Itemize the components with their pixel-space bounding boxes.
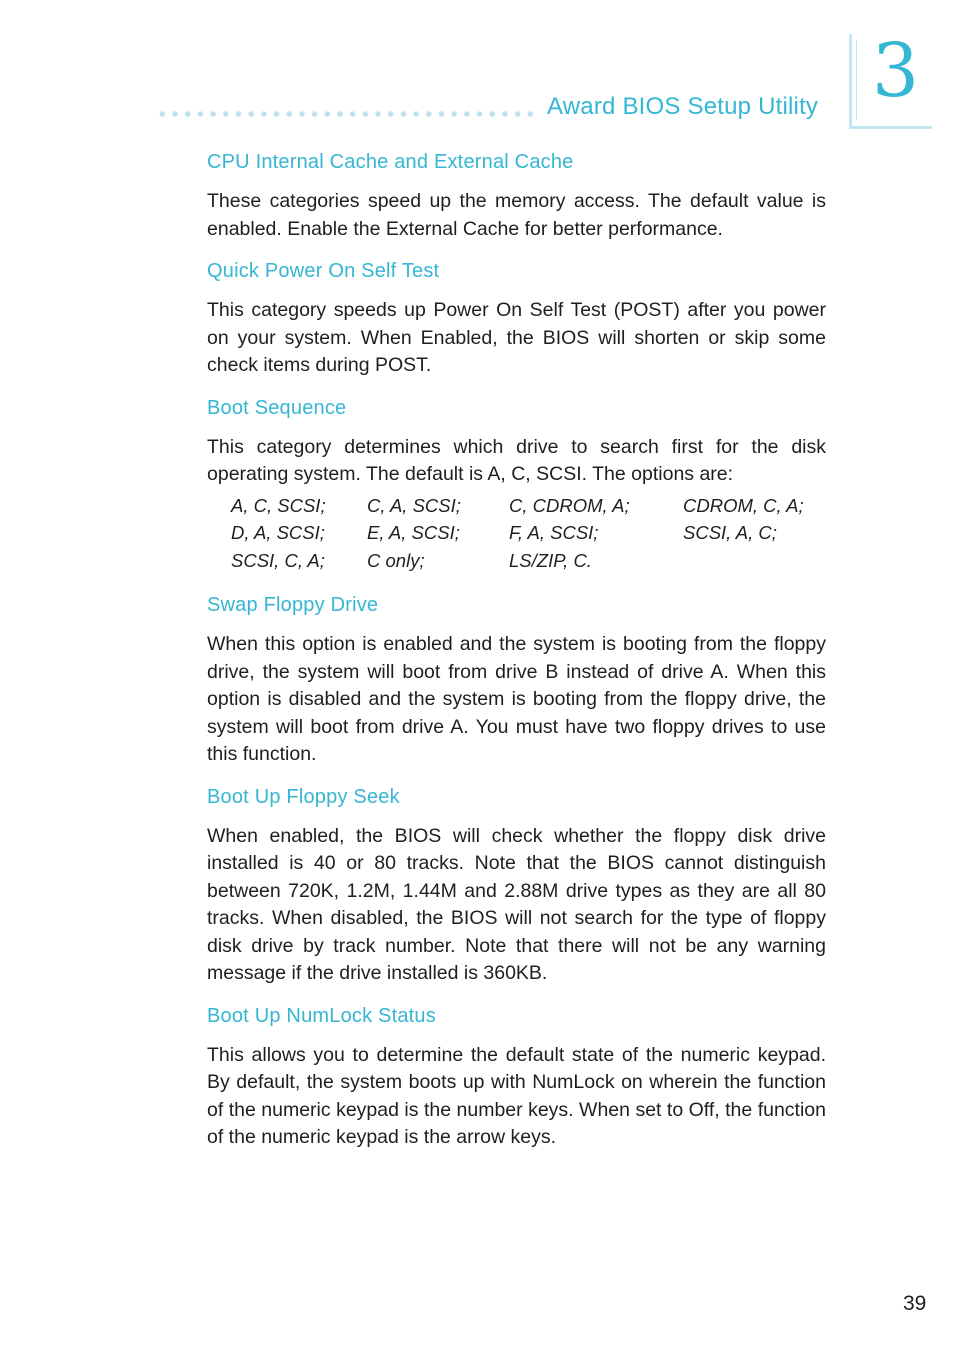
section-body: This category speeds up Power On Self Test (POST) after you power on your system. When Enabled, the BIOS will shorten or skip some check items during POST. — [207, 299, 826, 376]
section-body: When this option is enabled and the system is booting from the floppy drive, the system will boot from drive B instead of drive A. When this option is disabled and the system is booting from the floppy drive, the system will boot from drive A. You must have two floppy drives to use this function. — [207, 633, 826, 765]
section-swap-floppy — [207, 591, 826, 769]
option-cell: E, A, SCSI; — [367, 522, 460, 543]
section-heading: Boot Up Floppy Seek — [207, 785, 400, 808]
page-content — [207, 148, 826, 1166]
option-cell: A, C, SCSI; — [231, 494, 326, 516]
section-quick-post — [207, 257, 826, 380]
section-heading: CPU Internal Cache and External Cache — [207, 151, 574, 173]
page-number: 39 — [903, 1292, 927, 1315]
options-row — [231, 522, 813, 550]
option-cell: C, A, SCSI; — [367, 494, 461, 516]
header-dot-rule — [156, 110, 536, 118]
chapter-number: 3 — [872, 28, 920, 114]
section-boot-sequence — [207, 394, 826, 578]
option-cell — [683, 550, 813, 578]
option-cell: C, CDROM, A; — [509, 494, 630, 516]
options-row — [231, 495, 813, 523]
option-cell: LS/ZIP, C. — [509, 549, 592, 571]
option-cell: F, A, SCSI; — [509, 522, 599, 543]
section-body: This allows you to determine the default state of the numeric keypad. By default, the system boots up with NumLock on wherein the function of the numeric keypad is the number keys. When set to Off, the function of the numeric keypad is the arrow keys. — [207, 1043, 826, 1148]
section-heading: Boot Up NumLock Status — [207, 1004, 436, 1027]
option-cell: SCSI, C, A; — [231, 549, 325, 571]
options-row — [231, 550, 813, 578]
section-floppy-seek — [207, 783, 826, 988]
section-numlock — [207, 1002, 826, 1152]
option-cell: SCSI, A, C; — [683, 522, 777, 543]
section-cpu-cache — [207, 148, 826, 243]
chapter-tab-rule — [856, 40, 857, 120]
boot-sequence-options-table — [231, 495, 813, 578]
running-header-title: Award BIOS Setup Utility — [547, 93, 819, 120]
option-cell: C only; — [367, 549, 425, 571]
section-heading: Boot Sequence — [207, 396, 347, 419]
option-cell: CDROM, C, A; — [683, 494, 804, 516]
option-cell: D, A, SCSI; — [231, 522, 325, 543]
section-heading: Quick Power On Self Test — [207, 260, 440, 282]
section-heading: Swap Floppy Drive — [207, 594, 379, 616]
section-body: These categories speed up the memory access. The default value is enabled. Enable the External Cache for better performance. — [207, 190, 826, 240]
section-body: When enabled, the BIOS will check whether the floppy disk drive installed is 40 or 80 tracks. Note that the BIOS cannot distinguish between 720K, 1.2M, 1.44M and 2.88M drive types as they are all 80 tracks. When disabled, the BIOS will not search for the type of floppy disk drive by track number. Note that there will not be any warning message if the drive installed is 360KB. — [207, 824, 826, 984]
section-body: This category determines which drive to search first for the disk operating system. The default is A, C, SCSI. The options are: — [207, 435, 826, 485]
